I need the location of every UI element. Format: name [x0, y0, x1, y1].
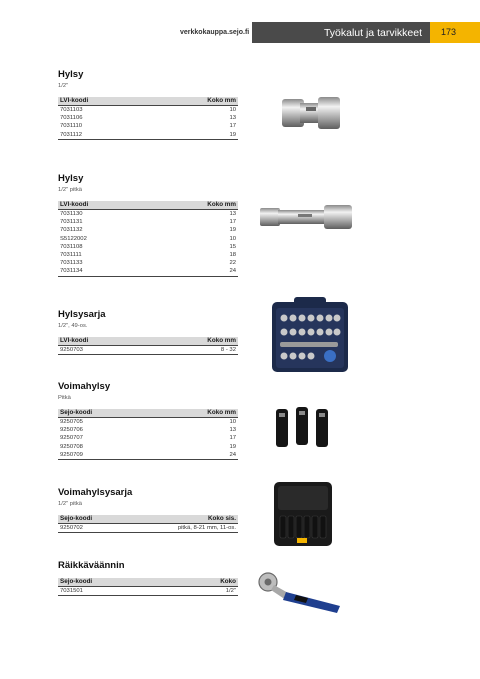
- table-row: [58, 426, 238, 434]
- table-row: [58, 235, 238, 243]
- table-row: [58, 443, 238, 451]
- table-row: [58, 259, 238, 267]
- product-code: 7031501: [60, 588, 83, 594]
- product-code: 9250703: [60, 347, 83, 353]
- product-size: 17: [229, 435, 236, 442]
- header-bar: [252, 22, 430, 43]
- product-code: 7031111: [60, 251, 82, 258]
- product-code: 9250702: [60, 525, 83, 531]
- impact-sockets-image: [272, 405, 332, 451]
- column-header-code: Sejo-koodi: [60, 515, 93, 522]
- section-subtitle: 1/2": [58, 83, 69, 89]
- table-row: [58, 218, 238, 226]
- product-size: 10: [229, 235, 236, 242]
- column-header-size: Koko: [220, 578, 236, 585]
- section-title: Hylsysarja: [58, 309, 106, 320]
- product-code: 9250709: [60, 451, 83, 458]
- product-code: 7031131: [60, 219, 83, 226]
- ratchet-image: [256, 570, 344, 614]
- table-header: [58, 201, 238, 210]
- table-row: [58, 587, 238, 595]
- table-row: [58, 267, 238, 275]
- product-section-raikkavaannin: [58, 560, 238, 596]
- product-code: 7031133: [60, 260, 83, 267]
- column-header-code: LVI-koodi: [60, 201, 89, 208]
- column-header-code: LVI-koodi: [60, 97, 89, 104]
- column-header-size: Koko mm: [207, 97, 236, 104]
- section-subtitle: 1/2" pitkä: [58, 501, 82, 507]
- table-row: [58, 434, 238, 442]
- table-row: [58, 243, 238, 251]
- table-row: [58, 346, 238, 354]
- product-section-hylsy: [58, 69, 238, 140]
- product-code: 9250706: [60, 427, 83, 434]
- product-size: 1/2": [225, 588, 236, 594]
- table-row: [58, 451, 238, 459]
- product-size: 22: [229, 260, 236, 267]
- table-row: [58, 524, 238, 532]
- product-code: 9250705: [60, 419, 83, 425]
- catalog-title: Työkalut ja tarvikkeet: [323, 27, 422, 39]
- socket-set-case-image: [270, 296, 350, 376]
- product-size: 19: [229, 227, 236, 234]
- long-socket-image: [258, 202, 354, 232]
- page-number: 173: [441, 27, 457, 37]
- site-url: verkkokauppa.sejo.fi: [180, 29, 250, 36]
- product-size: 15: [229, 243, 236, 250]
- column-header-code: Sejo-koodi: [60, 409, 93, 416]
- product-table: [58, 97, 238, 140]
- table-header: [58, 515, 238, 524]
- product-size: 24: [229, 451, 236, 458]
- product-code: 9250708: [60, 443, 83, 450]
- product-size: 10: [229, 419, 236, 425]
- section-subtitle: Pitkä: [58, 395, 71, 401]
- product-size: 17: [229, 123, 236, 130]
- section-subtitle: 1/2", 49-os.: [58, 323, 88, 329]
- product-code: 7031112: [60, 131, 83, 138]
- table-row: [58, 418, 238, 426]
- column-header-size: Koko mm: [207, 201, 236, 208]
- section-title: Voimahylsysarja: [58, 487, 133, 498]
- product-table: [58, 409, 238, 460]
- table-row: [58, 106, 238, 114]
- table-header: [58, 97, 238, 106]
- product-size: 13: [229, 211, 236, 217]
- product-code: 9250707: [60, 435, 83, 442]
- table-header: [58, 409, 238, 418]
- product-size: 19: [229, 443, 236, 450]
- column-header-code: LVI-koodi: [60, 337, 89, 344]
- column-header-size: Koko mm: [207, 409, 236, 416]
- product-size: 24: [229, 268, 236, 275]
- product-table: [58, 201, 238, 277]
- column-header-size: Koko sis.: [208, 515, 236, 522]
- product-code: S5122002: [60, 235, 87, 242]
- product-code: 7031103: [60, 107, 83, 113]
- table-row: [58, 114, 238, 122]
- product-size: 19: [229, 131, 236, 138]
- section-title: Hylsy: [58, 69, 84, 80]
- section-title: Hylsy: [58, 173, 84, 184]
- table-row: [58, 122, 238, 130]
- product-size: 13: [229, 427, 236, 434]
- product-section-hylsysarja: [58, 309, 238, 355]
- section-subtitle: 1/2" pitkä: [58, 187, 82, 193]
- product-size: pitkä, 8-21 mm, 11-os.: [177, 525, 236, 531]
- product-size: 18: [229, 251, 236, 258]
- product-size: 17: [229, 219, 236, 226]
- section-title: Räikkäväännin: [58, 560, 125, 571]
- product-section-hylsy-pitka: [58, 173, 238, 277]
- product-table: [58, 337, 238, 355]
- product-size: 10: [229, 107, 236, 113]
- section-title: Voimahylsy: [58, 381, 111, 392]
- table-row: [58, 131, 238, 139]
- product-size: 8 - 32: [220, 347, 236, 353]
- impact-socket-set-case-image: [272, 480, 334, 548]
- product-code: 7031130: [60, 211, 83, 217]
- product-table: [58, 578, 238, 596]
- product-code: 7031108: [60, 243, 83, 250]
- product-code: 7031110: [60, 123, 83, 130]
- product-section-voimahylsysarja: [58, 487, 238, 533]
- product-code: 7031106: [60, 115, 83, 122]
- table-header: [58, 578, 238, 587]
- product-section-voimahylsy: [58, 381, 238, 460]
- table-row: [58, 251, 238, 259]
- product-table: [58, 515, 238, 533]
- column-header-code: Sejo-koodi: [60, 578, 93, 585]
- product-size: 13: [229, 115, 236, 122]
- page-number-badge: [430, 22, 480, 43]
- product-code: 7031134: [60, 268, 83, 275]
- table-row: [58, 226, 238, 234]
- column-header-size: Koko mm: [207, 337, 236, 344]
- socket-image: [280, 93, 342, 133]
- product-code: 7031132: [60, 227, 83, 234]
- table-row: [58, 210, 238, 218]
- table-header: [58, 337, 238, 346]
